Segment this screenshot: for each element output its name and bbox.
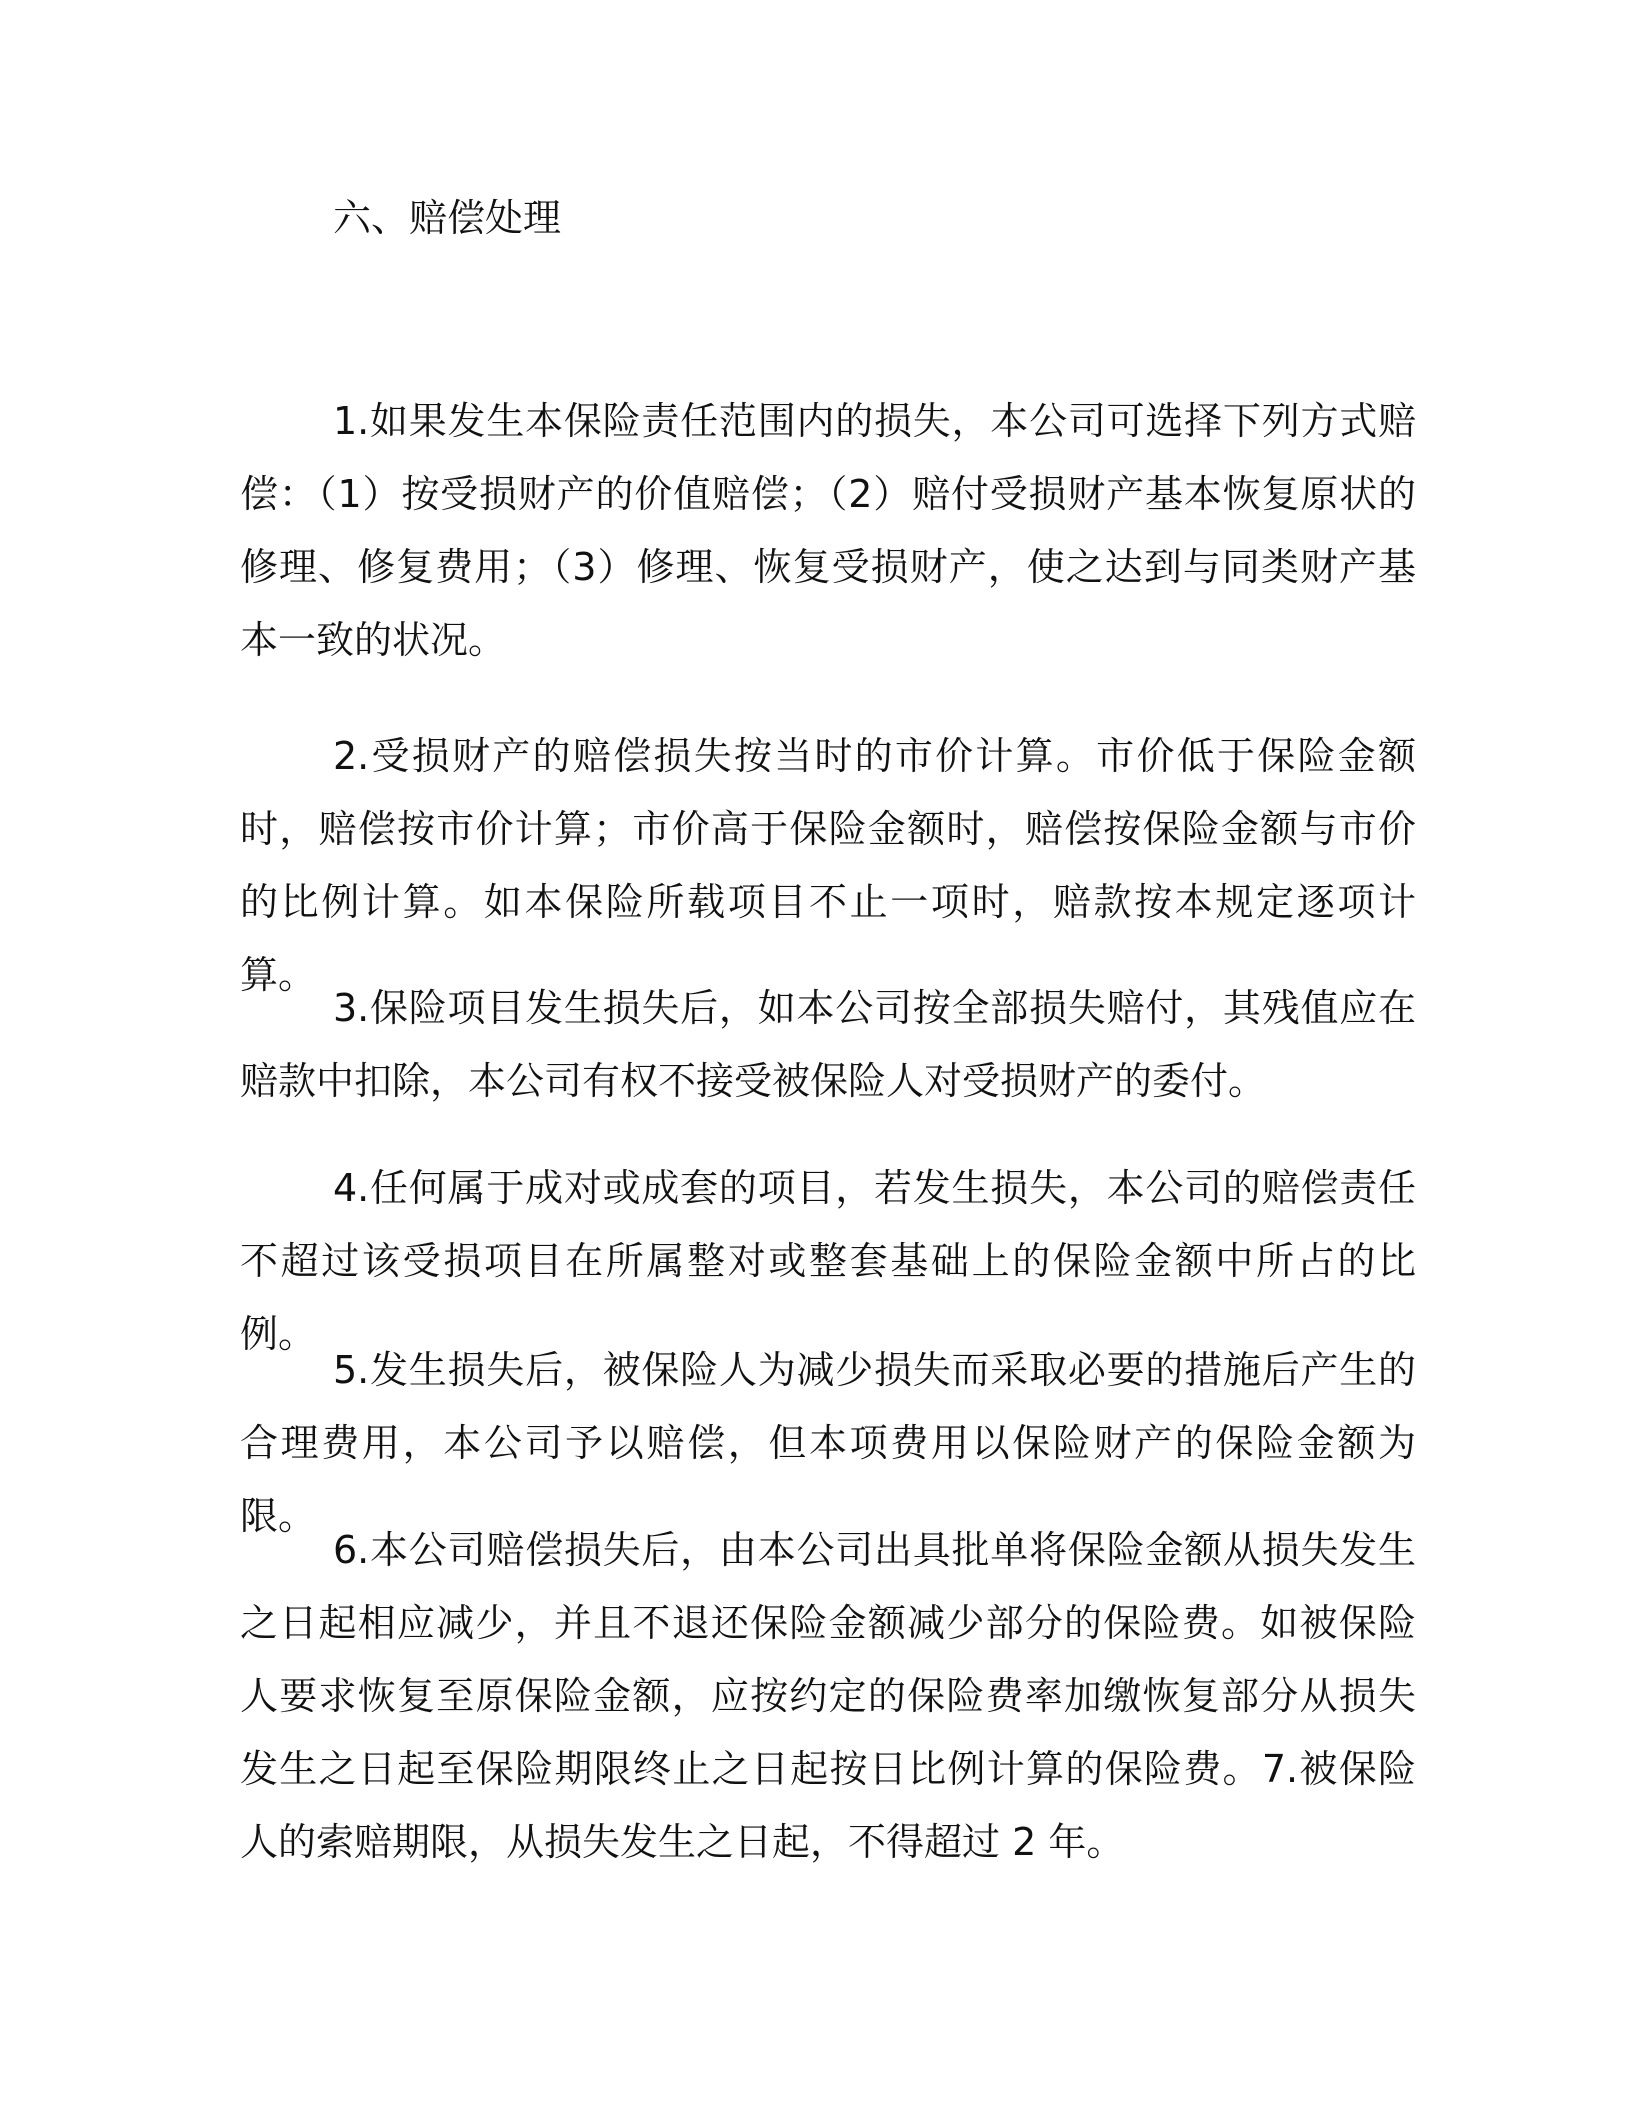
clause-paragraph-3: 3.保险项目发生损失后，如本公司按全部损失赔付，其残值应在赔款中扣除，本公司有权不接受被保险人对受损财产的委付。	[240, 986, 1416, 1103]
clause-paragraph-6: 6.本公司赔偿损失后，由本公司出具批单将保险金额从损失发生之日起相应减少，并且不退还保险金额减少部分的保险费。如被保险人要求恢复至原保险金额，应按约定的保险费率加缴恢复部分从损失发生之日起至保险期限终止之日起按日比例计算的保险费。7.被保险人的索赔期限，从损失发生之日起，不得超过 2 年。	[240, 1528, 1416, 1864]
clause-paragraph-2: 2.受损财产的赔偿损失按当时的市价计算。市价低于保险金额时，赔偿按市价计算；市价高于保险金额时，赔偿按保险金额与市价的比例计算。如本保险所载项目不止一项时，赔款按本规定逐项计算。	[240, 734, 1416, 997]
clause-paragraph-1: 1.如果发生本保险责任范围内的损失，本公司可选择下列方式赔偿：（1）按受损财产的价值赔偿；（2）赔付受损财产基本恢复原状的修理、修复费用；（3）修理、恢复受损财产，使之达到与同类财产基本一致的状况。	[240, 399, 1416, 662]
clause-paragraph-4: 4.任何属于成对或成套的项目，若发生损失，本公司的赔偿责任不超过该受损项目在所属整对或整套基础上的保险金额中所占的比例。	[240, 1166, 1416, 1356]
clause-paragraph-5: 5.发生损失后，被保险人为减少损失而采取必要的措施后产生的合理费用，本公司予以赔偿，但本项费用以保险财产的保险金额为限。	[240, 1348, 1416, 1538]
section-heading: 六、赔偿处理	[333, 196, 562, 240]
